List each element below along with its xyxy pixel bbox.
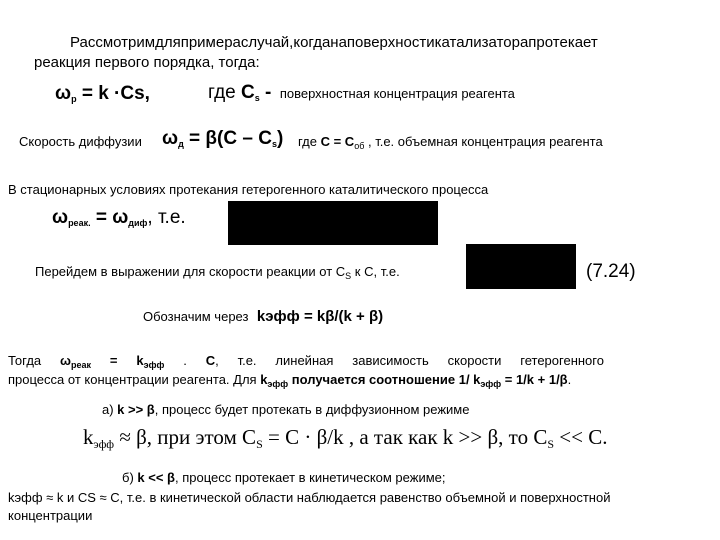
case-b-label: б) k << β, процесс протекает в кинетическом режиме; (122, 470, 446, 485)
then-line-1: Тогда $\omega_{реак} = k_{эфф}$ . С, т.е. линейная зависимость скорости гетерогенного (8, 353, 604, 370)
rate-where: где $C_s$ - поверхностная концентрация реагента (208, 82, 515, 103)
diffusion-label: Скорость диффузии (19, 134, 142, 149)
case-b-line-2: концентрации (8, 508, 93, 523)
notation-label: Обозначим через (143, 309, 249, 324)
formula-image-1 (228, 201, 438, 245)
diffusion-where: где $С = C_{об}$ , т.е. объемная концентрация реагента (298, 134, 603, 151)
equality-formula: $\omega_{реак.} = \omega_{диф}$, т.е. (52, 207, 186, 228)
stationary-text: В стационарных условиях протекания гетерогенного каталитического процесса (8, 182, 489, 197)
notation-line (143, 308, 383, 326)
then-line-2: процесса от концентрации реагента. Для $k_{эфф}$ получается соотношение 1/ $k_{эфф} = 1/k + 1/\beta$. (8, 372, 572, 389)
case-a-label: а) k >> β, процесс будет протекать в диффузионном режиме (102, 402, 470, 417)
diffusion-formula: $\omega_д = \beta(C - C_s)$ (162, 128, 284, 149)
rate-formula: $\omega_р = k \cdot Cs$, (55, 83, 150, 104)
transition-text: Перейдем в выражении для скорости реакции от $C_S$ к С, т.е. (35, 264, 400, 281)
case-b-line-1: kэфф ≈ k и CS ≈ С, т.е. в кинетической области наблюдается равенство объемной и поверхностной (8, 490, 611, 505)
equation-number: (7.24) (586, 261, 636, 282)
formula-image-2 (466, 244, 576, 289)
intro-line-1: Рассмотримдляпримераслучай,когданаповерхностикатализаторапротекает (70, 34, 598, 51)
case-a-formula: kэфф ≈ β, при этом CS = C · β/k , а так как k >> β, то CS << C. (83, 425, 608, 451)
intro-line-2: реакция первого порядка, тогда: (34, 54, 260, 71)
notation-formula: kэфф = kβ/(k + β) (256, 308, 384, 325)
